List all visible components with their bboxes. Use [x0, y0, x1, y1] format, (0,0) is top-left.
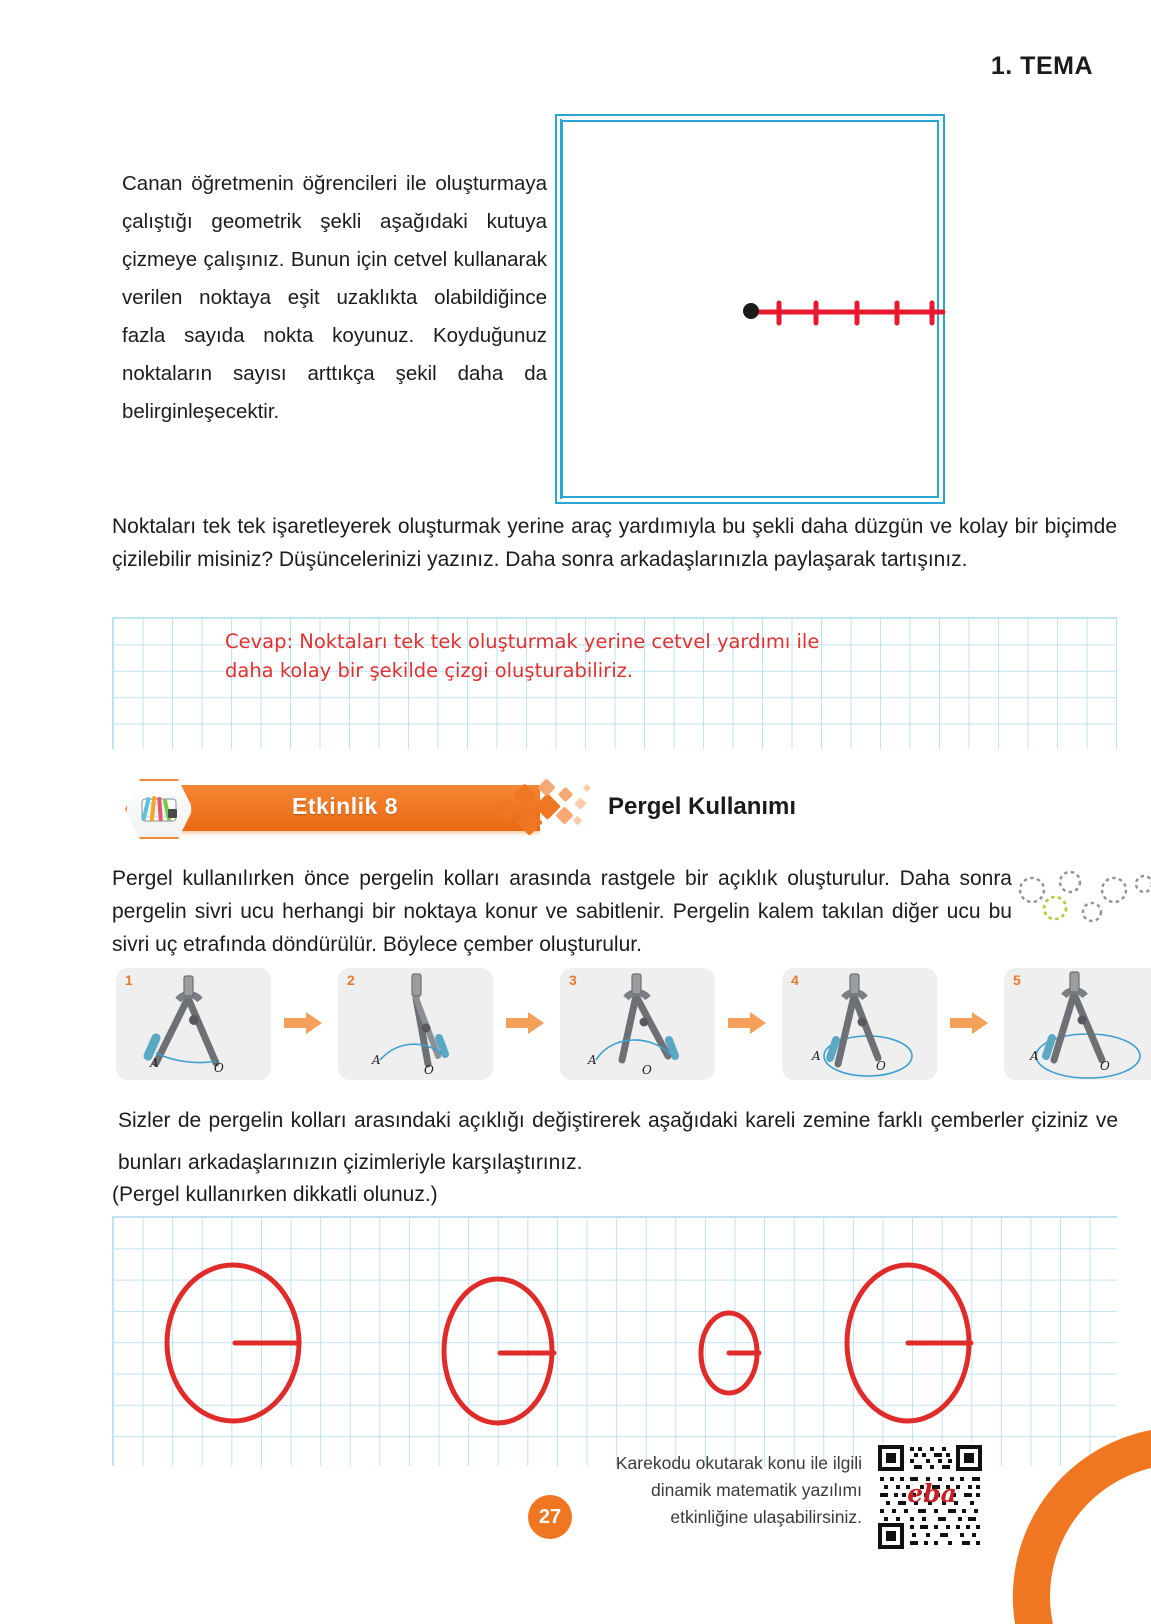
drawn-circles [113, 1217, 1118, 1467]
step-number-3: 3 [569, 972, 577, 988]
step-number-1: 1 [125, 972, 133, 988]
question-text: Noktaları tek tek işaretleyerek oluşturmak yerine araç yardımıyla bu şekli daha düzgün ve kolay bir biçimde çizilebilir misiniz? Düşüncelerinizi yazınız. Daha sonra arkadaşlarınızla paylaşarak tartışınız. [112, 515, 1117, 571]
compass-steps [116, 968, 1116, 1080]
svg-text:A: A [150, 1056, 159, 1070]
step-panel-2 [338, 968, 493, 1080]
svg-text:A: A [372, 1053, 381, 1067]
answer-line-1: Cevap: Noktaları tek tek oluşturmak yerine cetvel yardımı ile [225, 630, 820, 653]
arrow-right-icon-2 [506, 1010, 546, 1036]
svg-text:O: O [642, 1063, 652, 1077]
qr-note-line-2: dinamik matematik yazılımı [650, 1480, 862, 1500]
drawing-box-inner-border [561, 120, 939, 498]
svg-text:O: O [1100, 1059, 1110, 1073]
svg-text:O: O [424, 1063, 434, 1077]
arrow-right-icon-4 [950, 1010, 990, 1036]
circle-drawing-grid[interactable] [112, 1216, 1117, 1466]
compass-text: Pergel kullanılırken önce pergelin kolları arasında rastgele bir açıklık oluşturulur. Daha sonra pergelin sivri ucu herhangi bir noktaya konur ve sabitlenir. Pergelin kalem takılan diğer ucu bu sivri uç etrafında döndürülür. Böylece çember oluşturulur. [112, 867, 1012, 956]
activity-label: Etkinlik 8 [292, 793, 398, 819]
step-panel-3 [560, 968, 715, 1080]
compass-illustration-1 [116, 968, 271, 1080]
qr-note-line-1: Karekodu okutarak konu ile ilgili [615, 1453, 862, 1473]
compass-illustration-2 [338, 968, 493, 1080]
intro-text: Canan öğretmenin öğrencileri ile oluşturmaya çalıştığı geometrik şekli aşağıdaki kutuya çizmeye çalışınız. Bunun için cetvel kullanarak verilen noktaya eşit uzaklıkta olabildiğince fazla sayıda nokta koyunuz. Koyduğunuz noktaların sayısı arttıkça şekil daha da belirginleşecektir. [122, 172, 547, 423]
activity-title: Pergel Kullanımı [608, 793, 797, 820]
instruction-paragraph [118, 1100, 1118, 1184]
instruction-note: (Pergel kullanırken dikkatli olunuz.) [112, 1183, 438, 1206]
step-panel-5 [1004, 968, 1151, 1080]
compass-paragraph [112, 862, 1012, 961]
instruction-text: Sizler de pergelin kolları arasındaki açıklığı değiştirerek aşağıdaki kareli zemine farklı çemberler çiziniz ve bunları arkadaşlarınızın çizimleriyle karşılaştırınız. [118, 1109, 1118, 1174]
stationery-icon [138, 791, 180, 827]
step-panel-1 [116, 968, 271, 1080]
arrow-right-icon-3 [728, 1010, 768, 1036]
answer-line-2: daha kolay bir şekilde çizgi oluşturabiliriz. [225, 659, 634, 682]
drawing-box[interactable] [555, 114, 945, 504]
qr-instruction-text [600, 1450, 862, 1531]
svg-text:A: A [588, 1053, 597, 1067]
arrow-right-icon-1 [284, 1010, 324, 1036]
activity-banner [120, 779, 880, 841]
eba-logo: eba [907, 1479, 957, 1508]
step-number-5: 5 [1013, 972, 1021, 988]
diamond-pattern-decoration [490, 779, 620, 841]
ray-illustration [557, 116, 947, 506]
svg-text:O: O [876, 1059, 886, 1073]
compass-illustration-4 [782, 968, 937, 1080]
intro-paragraph [122, 165, 547, 431]
compass-illustration-5 [1004, 968, 1151, 1080]
svg-text:A: A [1030, 1049, 1039, 1063]
svg-text:O: O [214, 1061, 224, 1075]
fixed-point-dot [743, 303, 759, 319]
handwritten-answer [225, 627, 865, 685]
question-paragraph [112, 510, 1117, 576]
corner-arc-decoration [981, 1394, 1151, 1624]
step-number-4: 4 [791, 972, 799, 988]
page-number-badge: 27 [528, 1495, 572, 1539]
svg-text:A: A [812, 1049, 821, 1063]
step-panel-4 [782, 968, 937, 1080]
theme-label: 1. TEMA [990, 52, 1093, 80]
compass-illustration-3 [560, 968, 715, 1080]
step-number-2: 2 [347, 972, 355, 988]
gears-decoration [1010, 868, 1151, 930]
qr-note-line-3: etkinliğine ulaşabilirsiniz. [670, 1507, 862, 1527]
